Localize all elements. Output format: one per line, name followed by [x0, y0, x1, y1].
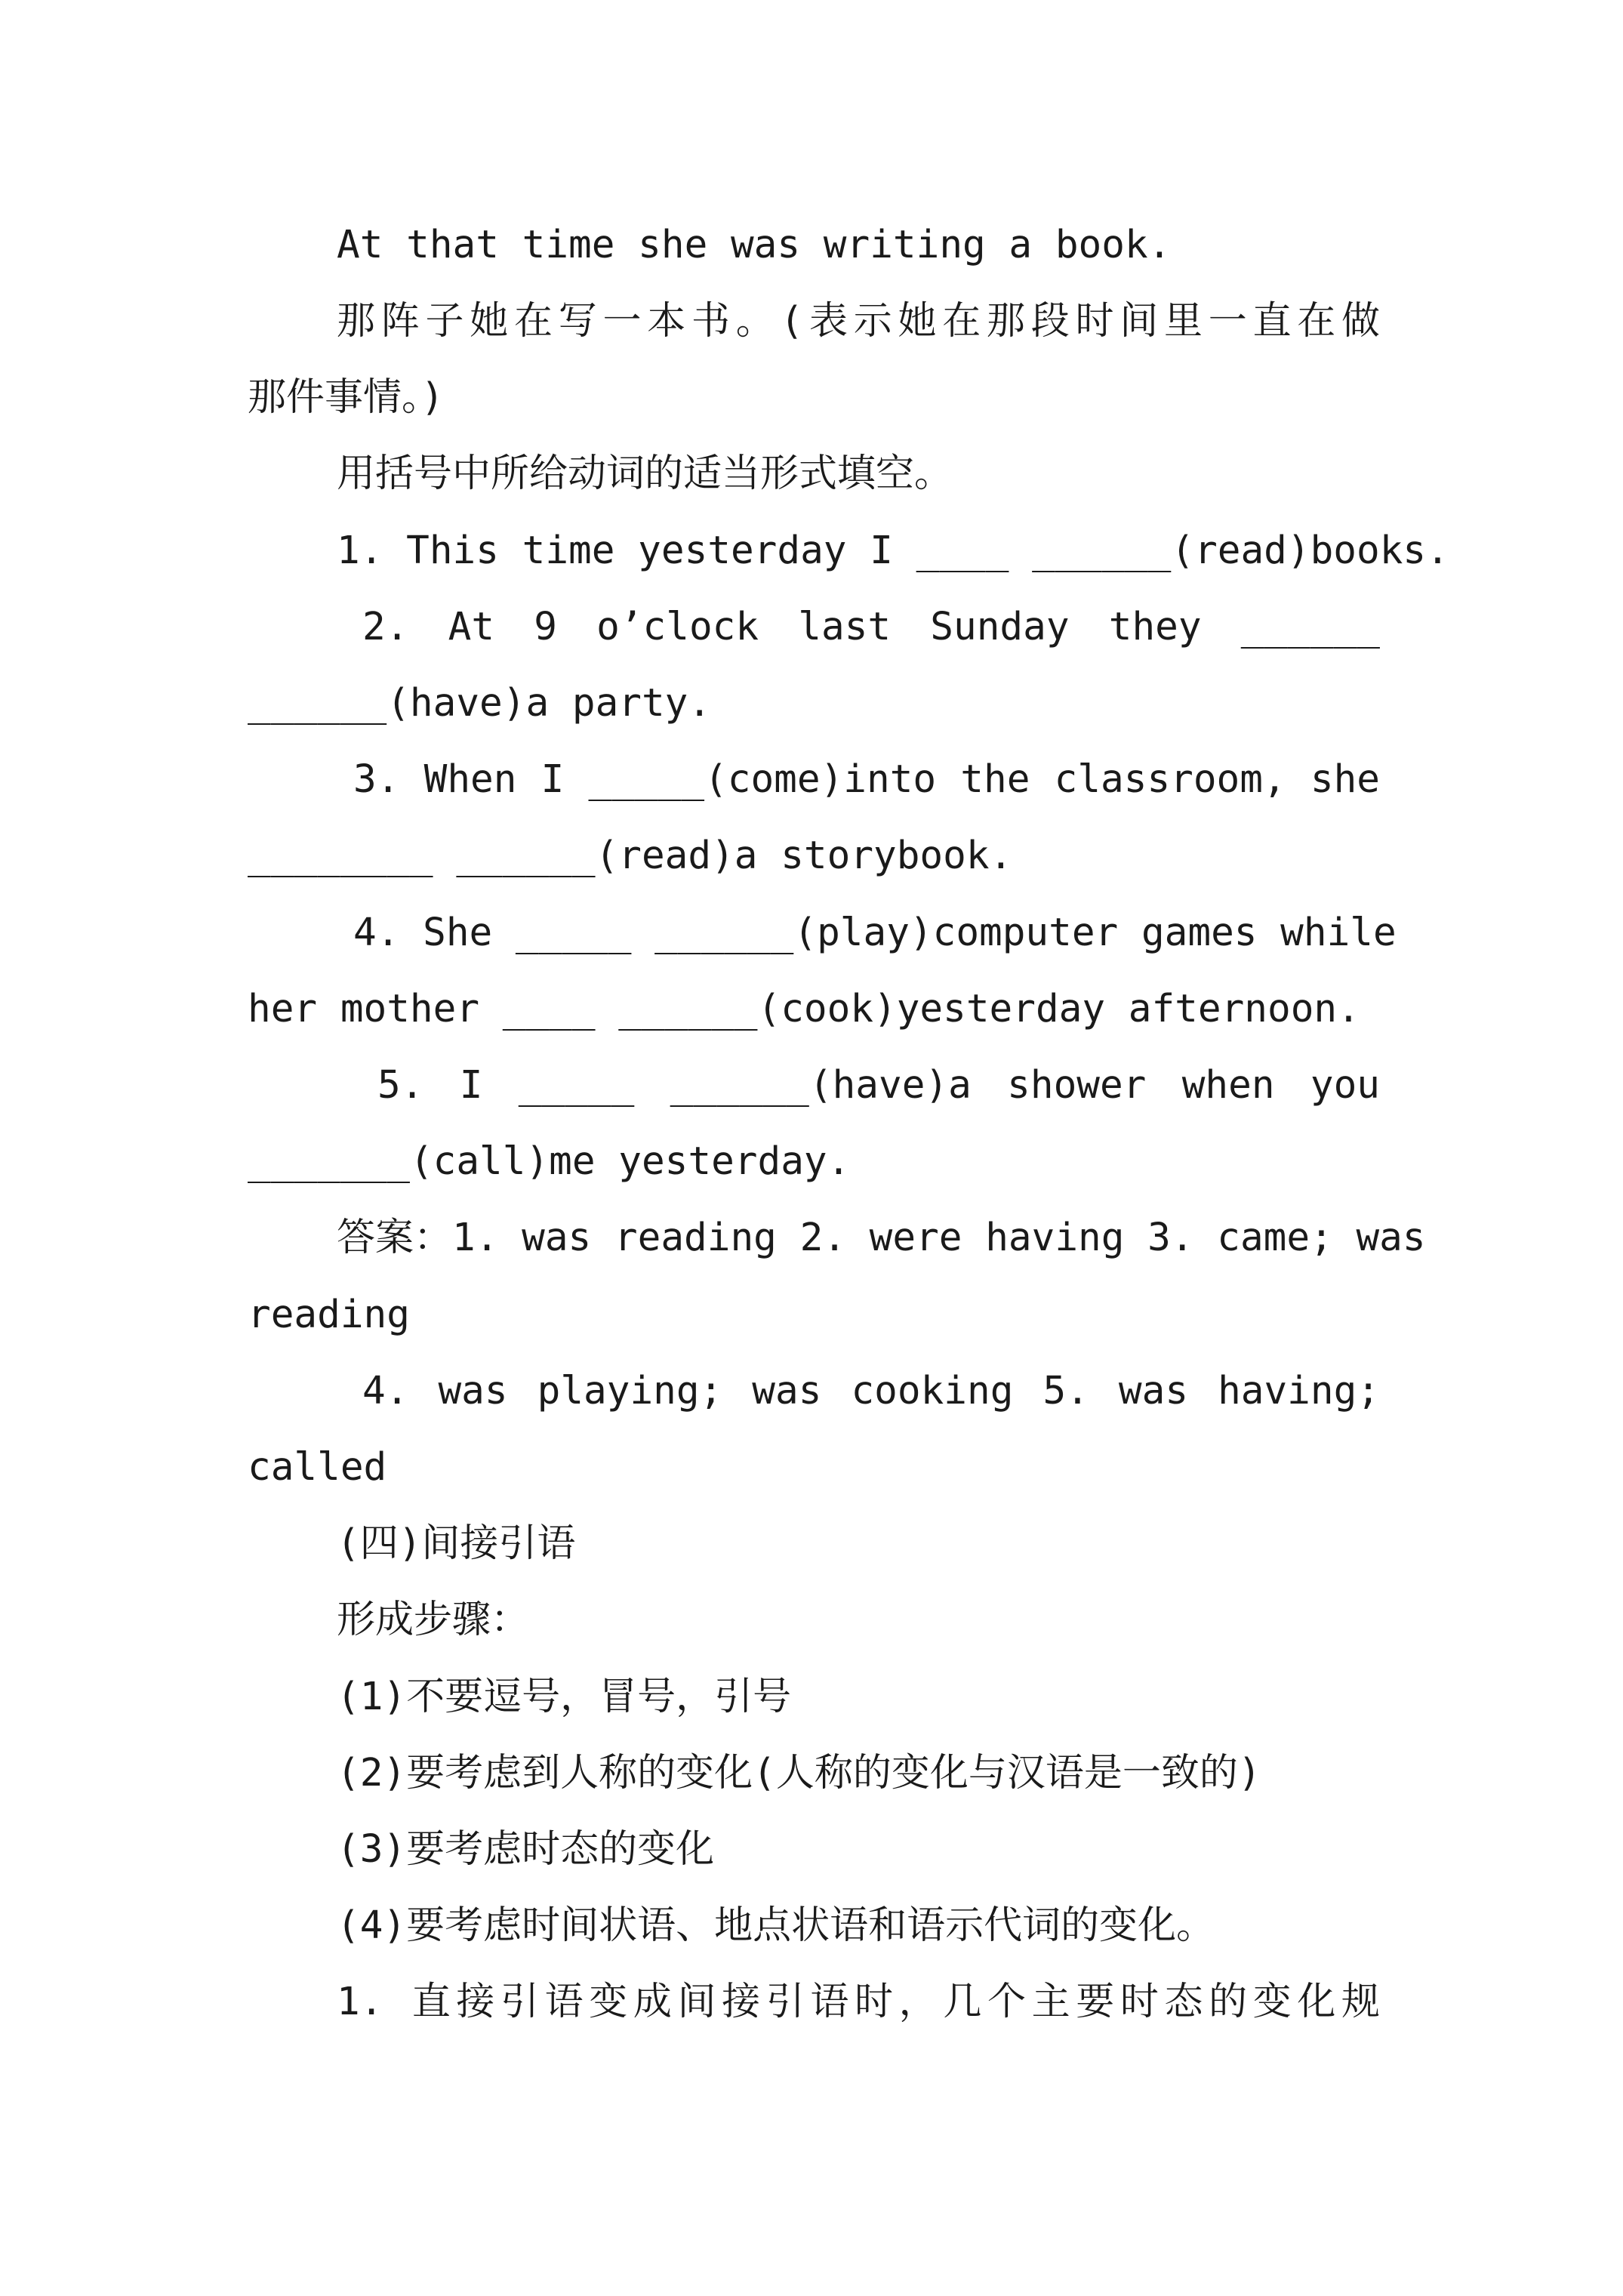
rule-1-intro: 1. 直接引语变成间接引语时，几个主要时态的变化规	[337, 1980, 1380, 2024]
example-sentence-english: At that time she was writing a book.	[337, 223, 1172, 267]
exercise-item-3: 3. When I _____(come)into the classroom, she	[353, 757, 1380, 802]
exercise-item-1: 1. This time yesterday I ____ ______(read)books.	[337, 529, 1449, 573]
exercise-instruction: 用括号中所给动词的适当形式填空。	[337, 451, 953, 496]
exercise-item-2-continued: ______(have)a party.	[248, 681, 712, 726]
formation-steps-title: 形成步骤：	[337, 1598, 530, 1642]
step-4: (4)要考虑时间状语、地点状语和语示代词的变化。	[337, 1903, 1215, 1948]
answer-key-line-2-continued: called	[248, 1445, 387, 1490]
exercise-item-4-continued: her mother ____ ______(cook)yesterday afternoon.	[248, 987, 1360, 1031]
exercise-item-5: 5. I _____ ______(have)a shower when you	[377, 1063, 1380, 1108]
section-heading-indirect-speech: (四)间接引语	[337, 1521, 576, 1566]
exercise-item-4: 4. She _____ ______(play)computer games while	[353, 911, 1397, 955]
exercise-item-5-continued: _______(call)me yesterday.	[248, 1139, 851, 1184]
exercise-item-2: 2. At 9 o’clock last Sunday they ______	[362, 605, 1380, 649]
step-2: (2)要考虑到人称的变化(人称的变化与汉语是一致的)	[337, 1751, 1261, 1795]
example-note-continued: 那件事情。)	[248, 375, 445, 420]
step-1: (1)不要逗号，冒号，引号	[337, 1675, 792, 1719]
answer-key: 答案：1. was reading 2. were having 3. came; was	[337, 1216, 1426, 1260]
answer-key-continued: reading	[248, 1293, 410, 1337]
step-3: (3)要考虑时态的变化	[337, 1827, 715, 1872]
exercise-item-3-continued: ________ ______(read)a storybook.	[248, 834, 1013, 878]
example-sentence-chinese: 那阵子她在写一本书。(表示她在那段时间里一直在做	[337, 299, 1380, 344]
answer-key-line-2: 4. was playing; was cooking 5. was having;	[362, 1369, 1380, 1413]
